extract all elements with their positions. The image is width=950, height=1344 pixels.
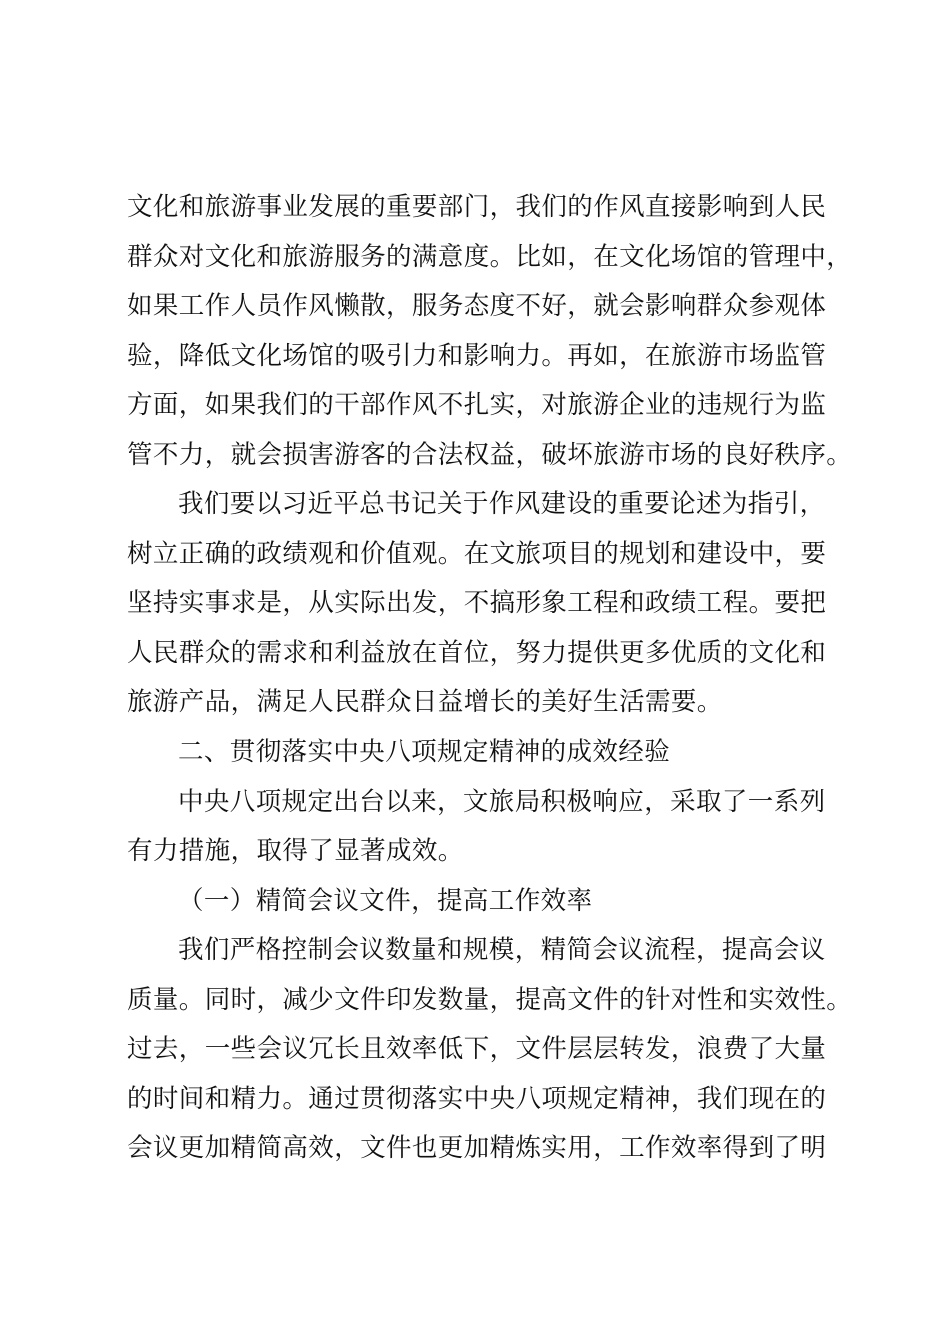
text-line: 方面，如果我们的干部作风不扎实，对旅游企业的违规行为监 xyxy=(127,390,827,421)
text-line: 树立正确的政绩观和价值观。在文旅项目的规划和建设中，要 xyxy=(127,538,827,569)
text-line: 管不力，就会损害游客的合法权益，破坏旅游市场的良好秩序。 xyxy=(127,439,853,470)
text-line: 坚持实事求是，从实际出发，不搞形象工程和政绩工程。要把 xyxy=(127,588,827,619)
text-line: 验，降低文化场馆的吸引力和影响力。再如，在旅游市场监管 xyxy=(127,340,827,371)
text-line: 有力措施，取得了显著成效。 xyxy=(127,836,464,867)
text-line: 文化和旅游事业发展的重要部门，我们的作风直接影响到人民 xyxy=(127,192,827,222)
heading-line: （一）精简会议文件，提高工作效率 xyxy=(178,885,593,916)
text-line: 群众对文化和旅游服务的满意度。比如，在文化场馆的管理中， xyxy=(127,241,853,272)
text-line: 人民群众的需求和利益放在首位，努力提供更多优质的文化和 xyxy=(127,637,827,668)
text-line: 我们严格控制会议数量和规模，精简会议流程，提高会议 xyxy=(178,935,826,966)
document-body xyxy=(127,183,853,1174)
text-line: 的时间和精力。通过贯彻落实中央八项规定精神，我们现在的 xyxy=(127,1083,827,1114)
paragraph-work-style-impact xyxy=(127,183,853,480)
subsection-heading-1 xyxy=(127,877,849,927)
text-line: 我们要以习近平总书记关于作风建设的重要论述为指引， xyxy=(178,489,826,520)
text-line: 过去，一些会议冗长且效率低下，文件层层转发，浪费了大量 xyxy=(127,1034,827,1065)
paragraph-guidance xyxy=(127,480,849,728)
text-line: 如果工作人员作风懒散，服务态度不好，就会影响群众参观体 xyxy=(127,291,827,322)
paragraph-meeting-streamlining xyxy=(127,926,853,1174)
text-line: 中央八项规定出台以来，文旅局积极响应，采取了一系列 xyxy=(178,786,826,817)
text-line: 会议更加精简高效，文件也更加精炼实用，工作效率得到了明 xyxy=(127,1133,827,1164)
paragraph-achievements-intro xyxy=(127,778,849,877)
section-heading-2 xyxy=(127,728,849,778)
heading-line: 二、贯彻落实中央八项规定精神的成效经验 xyxy=(178,737,671,768)
text-line: 旅游产品，满足人民群众日益增长的美好生活需要。 xyxy=(127,687,723,718)
text-line: 质量。同时，减少文件印发数量，提高文件的针对性和实效性。 xyxy=(127,984,853,1015)
